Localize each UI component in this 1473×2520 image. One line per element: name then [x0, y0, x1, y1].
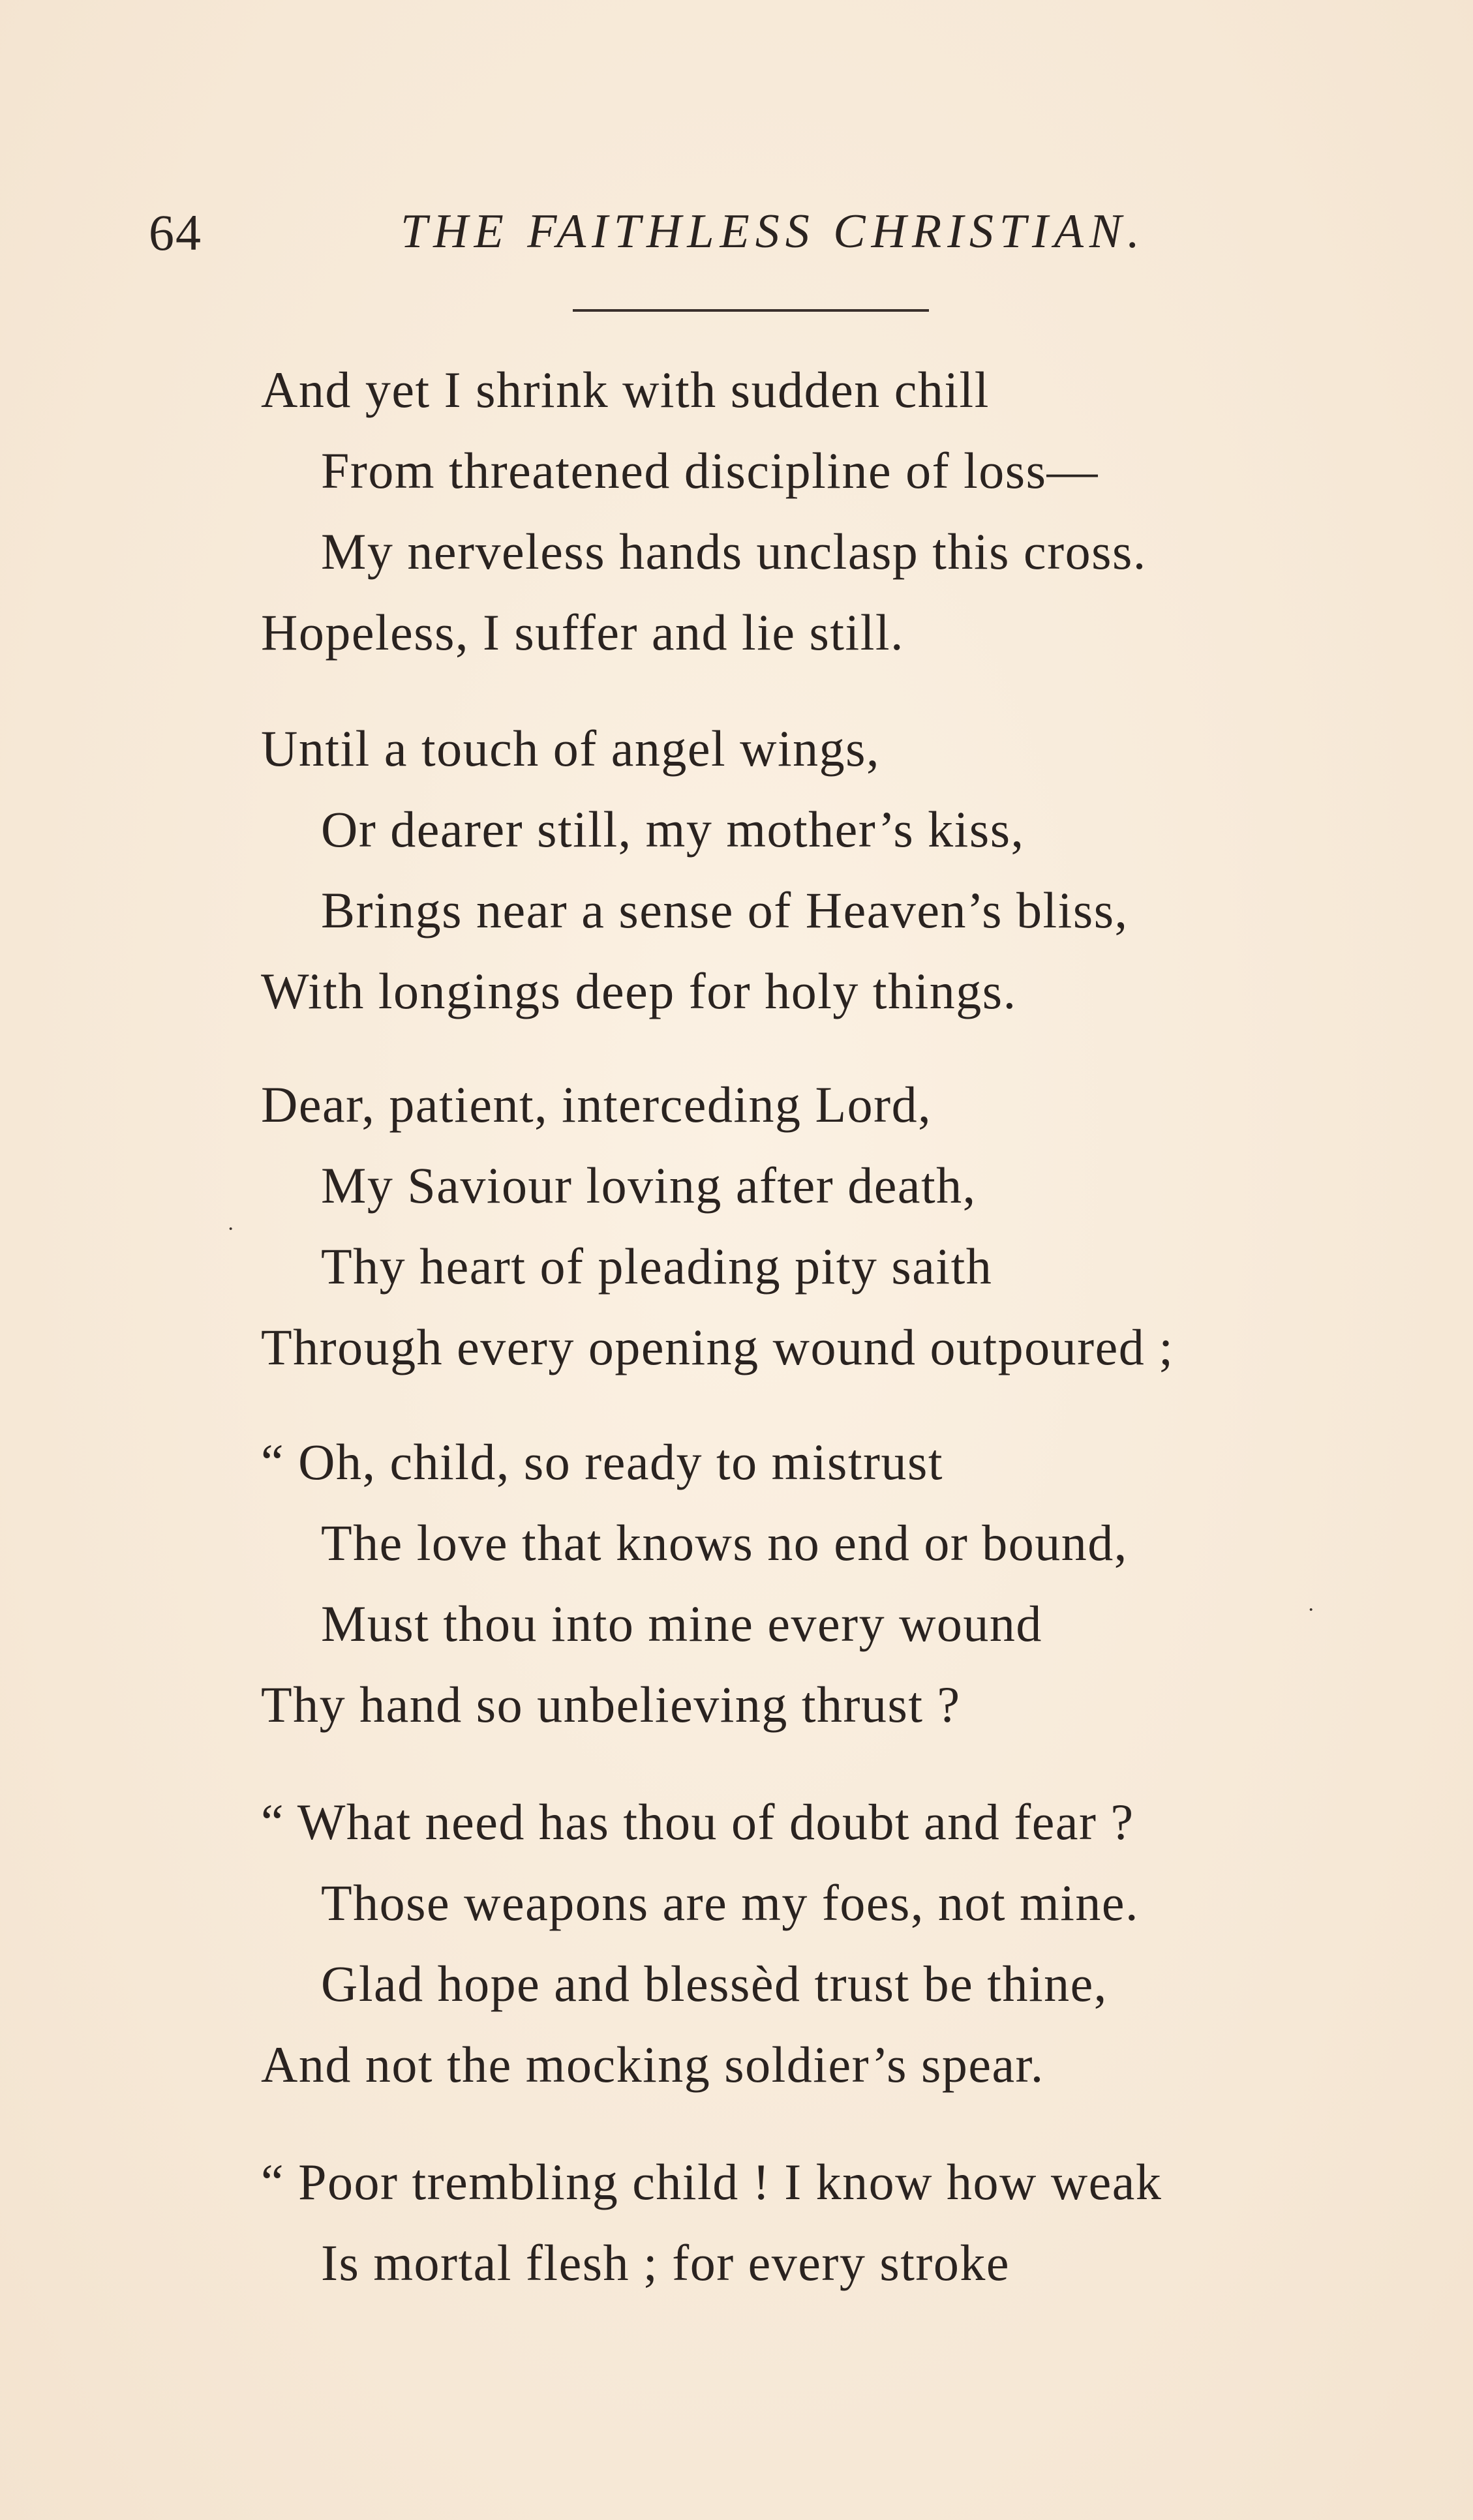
- poem-line: “ Poor trembling child ! I know how weak: [261, 2153, 1162, 2210]
- running-head: THE FAITHLESS CHRISTIAN.: [401, 205, 1146, 258]
- poem-line: Through every opening wound outpoured ;: [261, 1319, 1174, 1375]
- poem-line: And not the mocking soldier’s spear.: [261, 2036, 1044, 2093]
- poem-line: Glad hope and blessèd trust be thine,: [321, 1955, 1108, 2012]
- poem-line: My Saviour loving after death,: [321, 1157, 977, 1214]
- poem-line: And yet I shrink with sudden chill: [261, 361, 990, 418]
- poem-line: With longings deep for holy things.: [261, 963, 1017, 1019]
- stanza-4: [261, 1422, 1128, 1745]
- poem-line: My nerveless hands unclasp this cross.: [321, 523, 1147, 580]
- poem-line: From threatened discipline of loss—: [321, 442, 1099, 499]
- page-number: 64: [149, 204, 202, 261]
- poem-line: Those weapons are my foes, not mine.: [321, 1874, 1140, 1931]
- poem-line: Must thou into mine every wound: [321, 1595, 1042, 1652]
- stanza-5: [261, 1782, 1139, 2105]
- poem-line: Is mortal flesh ; for every stroke: [321, 2234, 1010, 2291]
- poem-line: Thy heart of pleading pity saith: [321, 1238, 993, 1295]
- poem-line: Until a touch of angel wings,: [261, 720, 880, 777]
- poem-line: “ Oh, child, so ready to mistrust: [261, 1433, 944, 1490]
- poem-line: Brings near a sense of Heaven’s bliss,: [321, 882, 1129, 938]
- poem-line: Hopeless, I suffer and lie still.: [261, 604, 905, 661]
- stanza-2: [261, 708, 1129, 1032]
- print-speck: ·: [227, 1217, 235, 1241]
- poem-line: The love that knows no end or bound,: [321, 1514, 1128, 1571]
- stanza-3: [261, 1064, 1174, 1388]
- print-speck: ·: [1307, 1598, 1315, 1622]
- poem-line: Dear, patient, interceding Lord,: [261, 1076, 932, 1133]
- poem-line: “ What need has thou of doubt and fear ?: [261, 1793, 1134, 1850]
- stanza-6: [261, 2142, 1162, 2303]
- poem-line: Or dearer still, my mother’s kiss,: [321, 801, 1025, 858]
- stanza-1: [261, 350, 1147, 673]
- poem-line: Thy hand so unbelieving thrust ?: [261, 1676, 961, 1733]
- header-rule: [573, 309, 929, 312]
